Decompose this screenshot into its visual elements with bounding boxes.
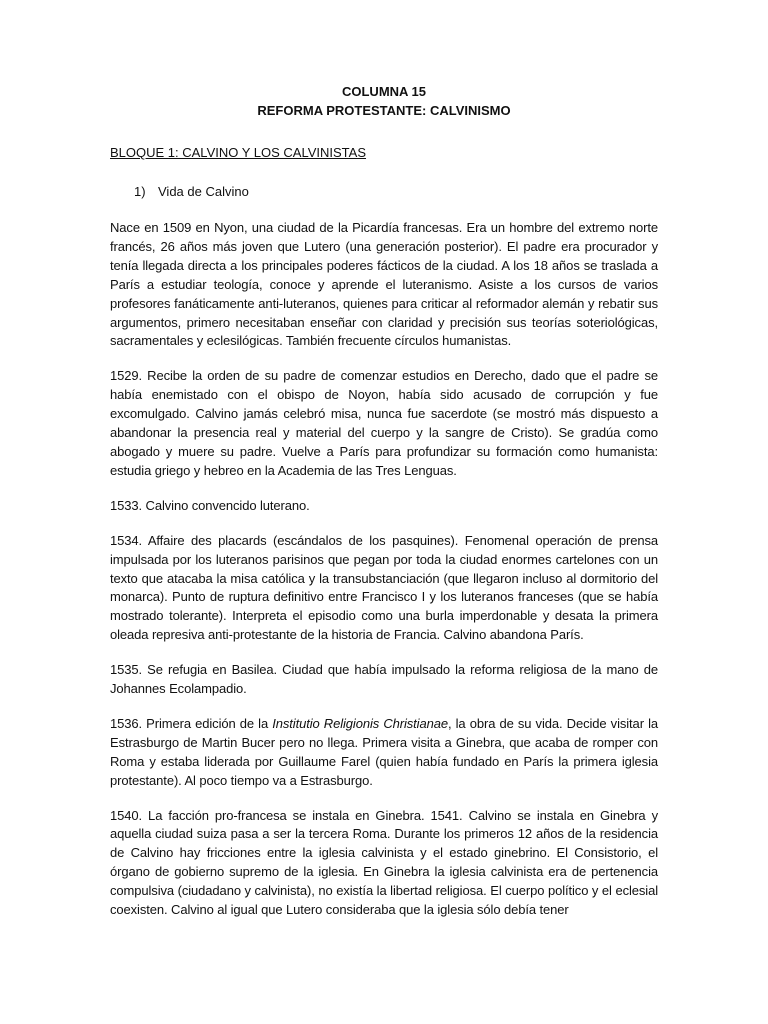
subsection-number: 1): [134, 184, 146, 199]
subsection-title: Vida de Calvino: [158, 184, 249, 199]
paragraph-1534: 1534. Affaire des placards (escándalos de los pasquines). Fenomenal operación de prensa impulsada por los luteranos parisinos que pegan por toda la ciudad enormes cartelones con un texto que atacaba la misa católica y la transubstanciación (que llegaron incluso al dormitorio del monarca). Punto de ruptura definitivo entre Francisco I y los luteranos franceses (que se había mostrado tolerante). Interpreta el episodio como una burla imperdonable y desata la primera oleada represiva anti-protestante de la historia de Francia. Calvino abandona París.: [110, 532, 658, 643]
paragraph-1536-after: , la obra de su vida. Decide visitar la Estrasburgo de Martin Bucer pero no llega. Primera visita a Ginebra, que acaba de romper con Roma y estaba liderada por Guillaume Farel (quien había fundado en París la primera iglesia protestante). Al poco tiempo va a Estrasburgo.: [110, 715, 658, 788]
document-subtitle: REFORMA PROTESTANTE: CALVINISMO: [257, 103, 511, 118]
section-heading: BLOQUE 1: CALVINO Y LOS CALVINISTAS: [110, 145, 367, 160]
document-page: [110, 82, 658, 936]
book-title-italic: Institutio Religionis Christianae: [272, 715, 448, 731]
paragraph-1536-before: 1536. Primera edición de la: [110, 715, 273, 731]
paragraph-1536: [110, 715, 658, 791]
paragraph-1540: 1540. La facción pro-francesa se instala en Ginebra. 1541. Calvino se instala en Ginebra y aquella ciudad suiza pasa a ser la tercera Roma. Durante los primeros 12 años de la residencia de Calvino hay fricciones entre la iglesia calvinista y el estado ginebrino. El Consistorio, el órgano de gobierno supremo de la iglesia. En Ginebra la iglesia calvinista era de pertenencia compulsiva (ciudadano y calvinista), no existía la libertad religiosa. El cuerpo político y el eclesial coexisten. Calvino al igual que Lutero consideraba que la iglesia sólo debía tener: [110, 807, 658, 918]
paragraph-1529: 1529. Recibe la orden de su padre de comenzar estudios en Derecho, dado que el padre se había enemistado con el obispo de Noyon, había sido acusado de corrupción y fue excomulgado. Calvino jamás celebró misa, nunca fue sacerdote (se mostró más dispuesto a abandonar la presencia real y material del cuerpo y la sangre de Cristo). Se gradúa como abogado y muere su padre. Vuelve a París para profundizar su formación como humanista: estudia griego y hebreo en la Academia de las Tres Lenguas.: [110, 368, 658, 478]
paragraph-1535: 1535. Se refugia en Basilea. Ciudad que había impulsado la reforma religiosa de la mano de Johannes Ecolampadio.: [110, 662, 658, 697]
paragraph-1533: 1533. Calvino convencido luterano.: [110, 497, 310, 513]
subsection-heading: [110, 182, 658, 201]
document-title: COLUMNA 15: [341, 84, 427, 99]
paragraph-birth: Nace en 1509 en Nyon, una ciudad de la Picardía francesas. Era un hombre del extremo norte francés, 26 años más joven que Lutero (una generación posterior). El padre era procurador y tenía llegada directa a los principales poderes fácticos de la ciudad. A los 18 años se traslada a París a estudiar teología, conoce y aprende el luteranismo. Asiste a los cursos de varios profesores fanáticamente anti-luteranos, quienes para criticar al reformador alemán y rebatir sus argumentos, primero necesitaban enseñar con claridad y precisión sus teorías soteriológicas, sacramentales y eclesilógicas. También frecuente círculos humanistas.: [110, 220, 658, 349]
